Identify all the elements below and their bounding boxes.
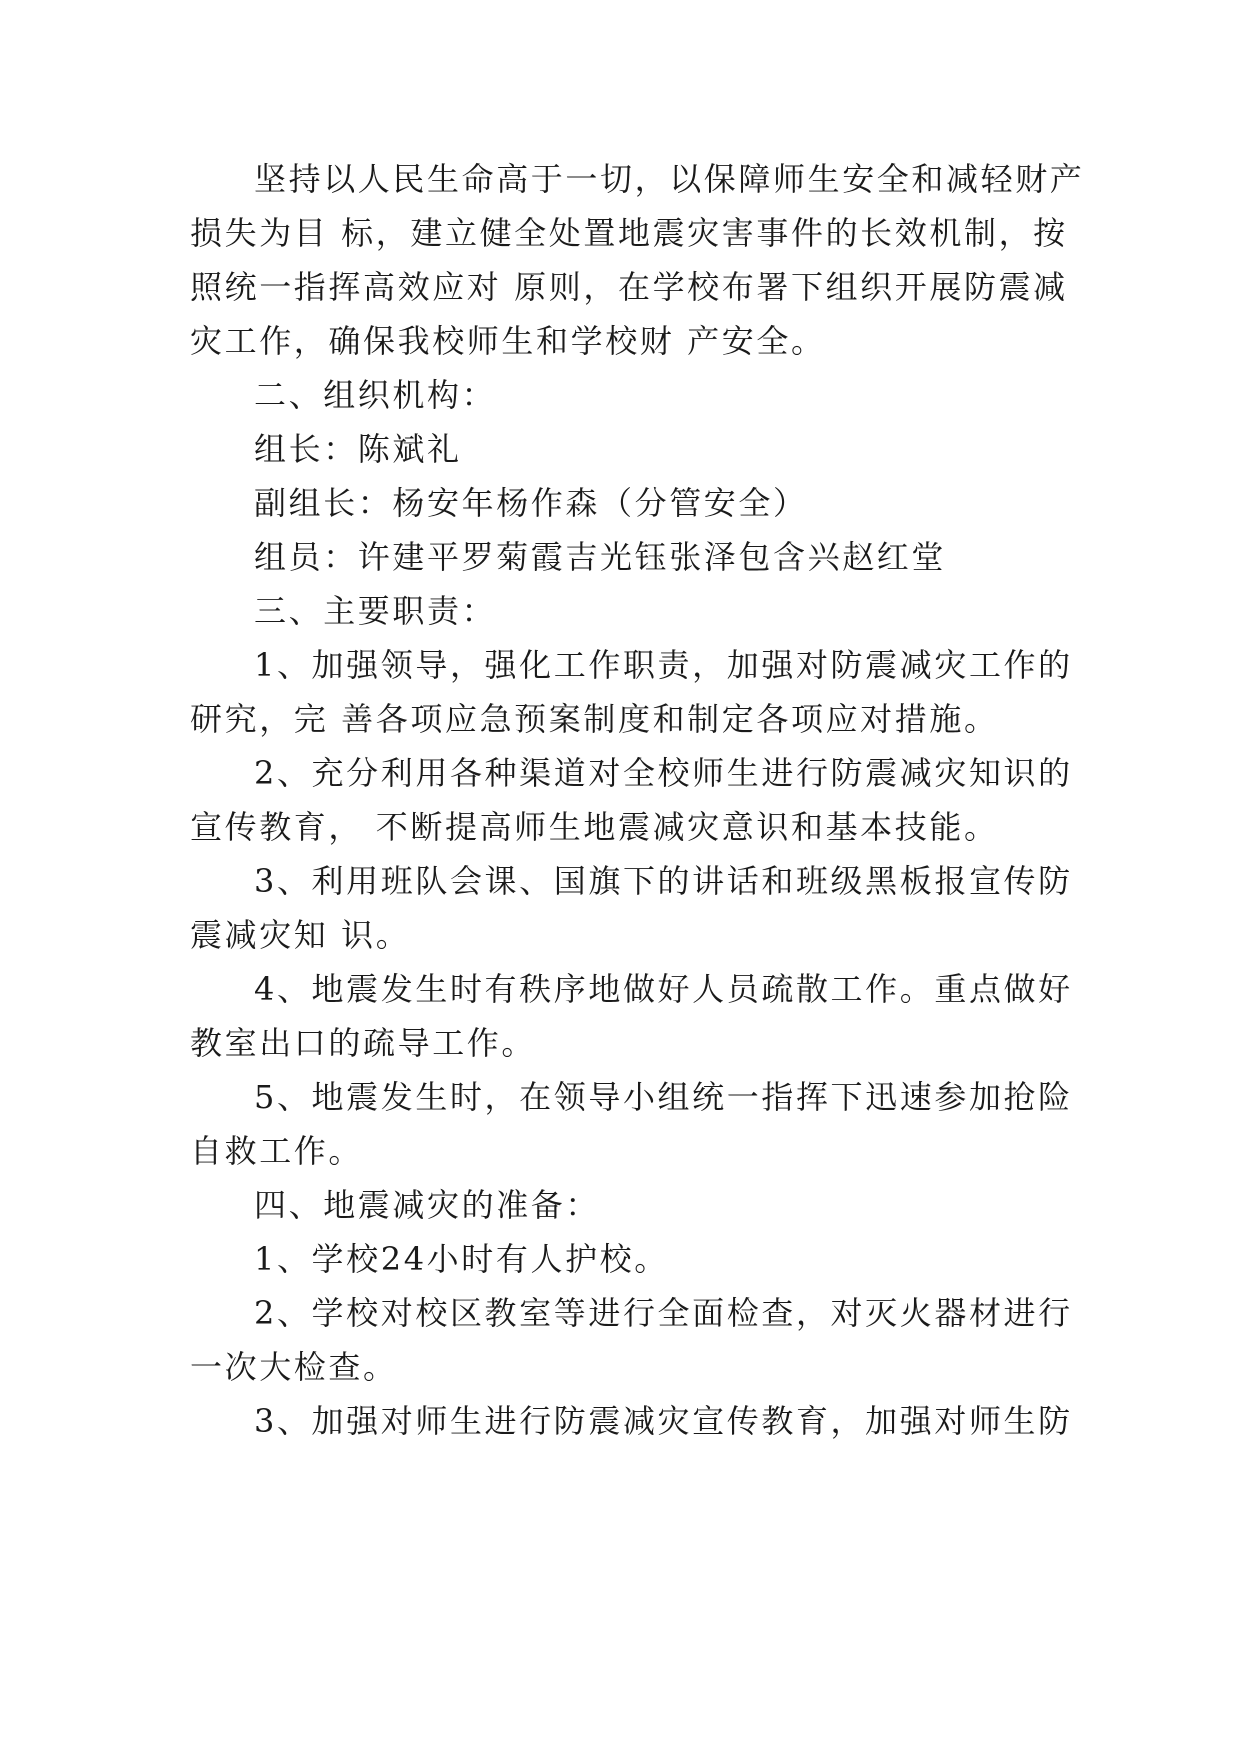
paragraph-line: 2、充分利用各种渠道对全校师生进行防震减灾知识的 bbox=[254, 754, 1073, 792]
paragraph-line: 教室出口的疏导工作。 bbox=[190, 1024, 537, 1062]
paragraph-line: 研究，完 善各项应急预案制度和制定各项应对措施。 bbox=[190, 700, 999, 738]
paragraph-line: 3、加强对师生进行防震减灾宣传教育，加强对师生防 bbox=[254, 1402, 1073, 1440]
paragraph-line: 4、地震发生时有秩序地做好人员疏散工作。重点做好 bbox=[254, 970, 1073, 1008]
paragraph-line: 坚持以人民生命高于一切，以保障师生安全和减轻财产 bbox=[254, 160, 1085, 198]
paragraph-line: 1、加强领导，强化工作职责，加强对防震减灾工作的 bbox=[254, 646, 1073, 684]
paragraph-line: 照统一指挥高效应对 原则，在学校布署下组织开展防震减 bbox=[190, 268, 1068, 306]
paragraph-line: 灾工作，确保我校师生和学校财 产安全。 bbox=[190, 322, 826, 360]
list-item: 组长：陈斌礼 bbox=[254, 430, 462, 468]
paragraph-line: 1、学校24小时有人护校。 bbox=[254, 1240, 669, 1278]
paragraph-line: 3、利用班队会课、国旗下的讲话和班级黑板报宣传防 bbox=[254, 862, 1073, 900]
paragraph-line: 损失为目 标，建立健全处置地震灾害事件的长效机制，按 bbox=[190, 214, 1068, 252]
section-heading: 二、组织机构： bbox=[254, 376, 497, 414]
paragraph-line: 震减灾知 识。 bbox=[190, 916, 411, 954]
section-heading: 四、地震减灾的准备： bbox=[254, 1186, 601, 1224]
list-item: 组员：许建平罗菊霞吉光钰张泽包含兴赵红堂 bbox=[254, 538, 947, 576]
paragraph-line: 一次大检查。 bbox=[190, 1348, 398, 1386]
list-item: 副组长：杨安年杨作森（分管安全） bbox=[254, 484, 808, 522]
paragraph-line: 自救工作。 bbox=[190, 1132, 364, 1170]
paragraph-line: 5、地震发生时，在领导小组统一指挥下迅速参加抢险 bbox=[254, 1078, 1073, 1116]
paragraph-line: 2、学校对校区教室等进行全面检查，对灭火器材进行 bbox=[254, 1294, 1073, 1332]
section-heading: 三、主要职责： bbox=[254, 592, 497, 630]
paragraph-line: 宣传教育， 不断提高师生地震减灾意识和基本技能。 bbox=[190, 808, 999, 846]
